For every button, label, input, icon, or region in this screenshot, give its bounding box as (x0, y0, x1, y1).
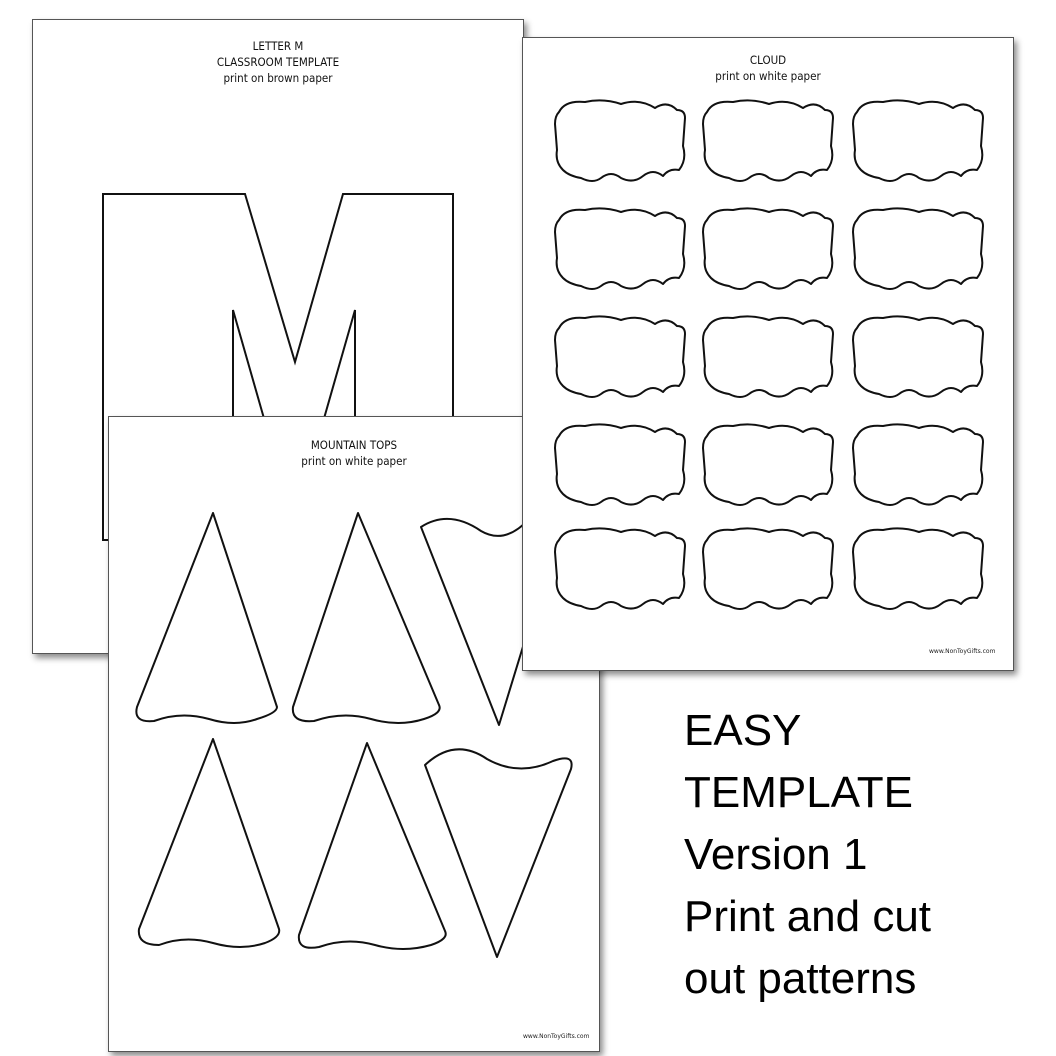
cloud-template-sheet (522, 37, 1014, 671)
cloud-shape (853, 424, 983, 505)
letter-m-title: LETTER M (252, 39, 304, 53)
cloud-shape (853, 100, 983, 181)
letter-m-instruction: print on brown paper (223, 71, 333, 85)
cloud-shape (853, 316, 983, 397)
mountain-shape-1 (136, 513, 277, 723)
caption-line-5: out patterns (684, 954, 917, 1003)
cloud-shape (703, 424, 833, 505)
mountain-credit: www.NonToyGifts.com (523, 1033, 590, 1040)
mountain-shape-4 (139, 739, 279, 947)
caption-line-1: EASY (684, 706, 802, 755)
mountain-shape-6 (425, 749, 572, 957)
cloud-instruction: print on white paper (715, 69, 821, 83)
template-caption (684, 700, 931, 1010)
caption-line-2: TEMPLATE (684, 768, 914, 817)
cloud-shape (555, 208, 685, 289)
cloud-title: CLOUD (749, 53, 787, 67)
caption-line-3: Version 1 (684, 830, 868, 879)
cloud-shape (555, 100, 685, 181)
mountain-instruction: print on white paper (301, 454, 407, 468)
mountain-shape-2 (293, 513, 440, 723)
cloud-shape (853, 528, 983, 609)
cloud-shape (703, 100, 833, 181)
cloud-shape (555, 424, 685, 505)
cloud-credit: www.NonToyGifts.com (929, 648, 996, 655)
cloud-grid (555, 100, 983, 609)
caption-line-4: Print and cut (684, 892, 932, 941)
cloud-shape (703, 316, 833, 397)
cloud-shape (853, 208, 983, 289)
cloud-shape (555, 528, 685, 609)
cloud-shape (555, 316, 685, 397)
mountain-title: MOUNTAIN TOPS (310, 438, 398, 452)
cloud-shape (703, 528, 833, 609)
mountain-shape-5 (299, 743, 446, 949)
letter-m-subtitle: CLASSROOM TEMPLATE (216, 55, 340, 69)
cloud-shapes (523, 38, 1014, 671)
cloud-shape (703, 208, 833, 289)
